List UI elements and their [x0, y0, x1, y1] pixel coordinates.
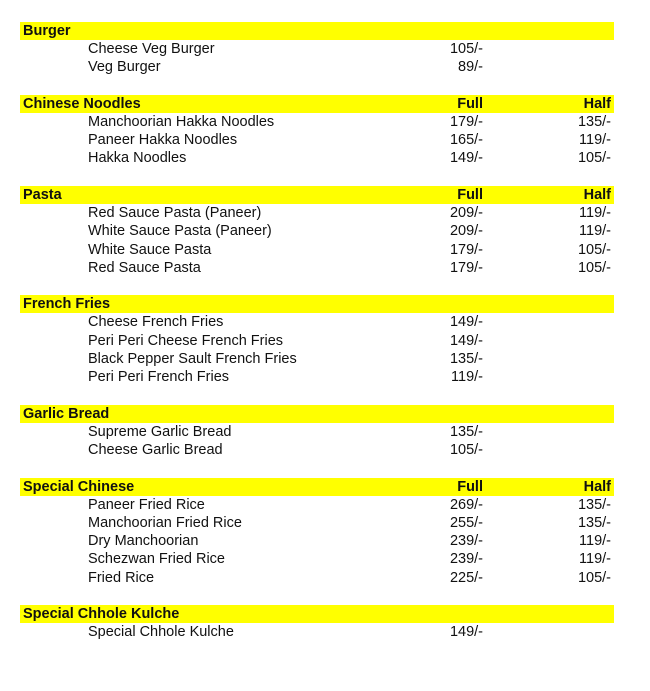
full-price: 119/- [451, 369, 483, 386]
full-column-label: Full [457, 478, 483, 495]
section-header [20, 605, 614, 623]
item-name: Hakka Noodles [88, 150, 187, 167]
half-price: 105/- [577, 241, 611, 258]
item-name: Peri Peri French Fries [88, 369, 230, 386]
menu-item-row [20, 350, 614, 368]
full-price: 105/- [449, 41, 483, 57]
half-price: 135/- [577, 496, 611, 513]
half-price: 105/- [577, 569, 611, 586]
full-column-label: Full [457, 95, 483, 112]
item-name: Cheese French Fries [88, 314, 224, 331]
menu-section [20, 478, 614, 587]
menu-section [20, 186, 614, 277]
item-name: Cheese Veg Burger [88, 41, 215, 57]
full-price: 165/- [449, 132, 483, 149]
full-price: 239/- [449, 551, 483, 568]
full-price: 149/- [449, 150, 483, 167]
section-title: Pasta [23, 187, 62, 204]
full-price: 209/- [449, 205, 483, 222]
full-price: 135/- [449, 350, 483, 367]
full-price: 149/- [449, 314, 483, 331]
half-price: 119/- [579, 533, 611, 550]
menu-item-row [20, 423, 614, 441]
item-name: Paneer Fried Rice [88, 496, 205, 513]
section-header [20, 478, 614, 496]
menu-item-row [20, 550, 614, 568]
menu-item-row [20, 623, 614, 641]
item-name: White Sauce Pasta (Paneer) [88, 223, 272, 240]
half-column-label: Half [583, 478, 611, 495]
menu-item-row [20, 332, 614, 350]
menu-item-row [20, 532, 614, 550]
section-title: Garlic Bread [23, 405, 110, 422]
menu-item-row [20, 222, 614, 240]
item-name: Fried Rice [88, 569, 155, 586]
item-name: Manchoorian Hakka Noodles [88, 113, 275, 130]
full-price: 179/- [449, 113, 483, 130]
item-name: Paneer Hakka Noodles [88, 132, 238, 149]
menu-item-row [20, 40, 614, 58]
half-price: 135/- [577, 113, 611, 130]
section-header [20, 22, 614, 40]
full-price: 135/- [449, 423, 483, 440]
full-price: 89/- [458, 59, 483, 76]
menu-item-row [20, 514, 614, 532]
menu-item-row [20, 259, 614, 277]
full-price: 255/- [449, 514, 483, 531]
half-price: 119/- [579, 132, 611, 149]
full-price: 225/- [449, 569, 483, 586]
menu-item-row [20, 113, 614, 131]
section-header [20, 405, 614, 423]
menu-section [20, 295, 614, 386]
menu-item-row [20, 241, 614, 259]
item-name: Black Pepper Sault French Fries [88, 350, 297, 367]
section-title: French Fries [23, 296, 111, 313]
half-price: 119/- [579, 205, 611, 222]
half-price: 119/- [579, 551, 611, 568]
menu-section [20, 95, 614, 168]
section-title: Burger [23, 23, 71, 39]
menu-section [20, 405, 614, 459]
menu-item-row [20, 131, 614, 149]
item-name: Cheese Garlic Bread [88, 442, 223, 458]
menu-item-row [20, 204, 614, 222]
menu-section [20, 605, 614, 641]
full-price: 149/- [449, 332, 483, 349]
section-header [20, 295, 614, 313]
menu-item-row [20, 58, 614, 76]
item-name: Red Sauce Pasta (Paneer) [88, 205, 262, 222]
menu-item-row [20, 569, 614, 587]
item-name: Supreme Garlic Bread [88, 423, 232, 440]
full-price: 209/- [449, 223, 483, 240]
item-name: Special Chhole Kulche [88, 624, 234, 641]
menu-section [20, 22, 614, 76]
full-price: 239/- [449, 533, 483, 550]
half-price: 135/- [577, 514, 611, 531]
menu-item-row [20, 149, 614, 167]
section-header [20, 186, 614, 204]
menu-item-row [20, 441, 614, 459]
full-price: 179/- [449, 241, 483, 258]
half-price: 105/- [577, 150, 611, 167]
section-header [20, 95, 614, 113]
section-title: Chinese Noodles [23, 95, 141, 112]
item-name: Manchoorian Fried Rice [88, 514, 242, 531]
full-price: 149/- [449, 624, 483, 641]
item-name: White Sauce Pasta [88, 241, 212, 258]
item-name: Dry Manchoorian [88, 533, 199, 550]
half-price: 119/- [579, 223, 611, 240]
full-price: 269/- [449, 496, 483, 513]
menu-item-row [20, 368, 614, 386]
item-name: Veg Burger [88, 59, 161, 76]
menu-item-row [20, 496, 614, 514]
item-name: Red Sauce Pasta [88, 259, 201, 276]
menu-item-row [20, 313, 614, 331]
item-name: Schezwan Fried Rice [88, 551, 225, 568]
half-column-label: Half [583, 95, 611, 112]
half-price: 105/- [577, 259, 611, 276]
full-price: 179/- [449, 259, 483, 276]
item-name: Peri Peri Cheese French Fries [88, 332, 284, 349]
full-column-label: Full [457, 187, 483, 204]
menu [20, 22, 614, 660]
full-price: 105/- [449, 442, 483, 458]
section-title: Special Chhole Kulche [23, 606, 180, 623]
half-column-label: Half [583, 187, 611, 204]
section-title: Special Chinese [23, 478, 135, 495]
